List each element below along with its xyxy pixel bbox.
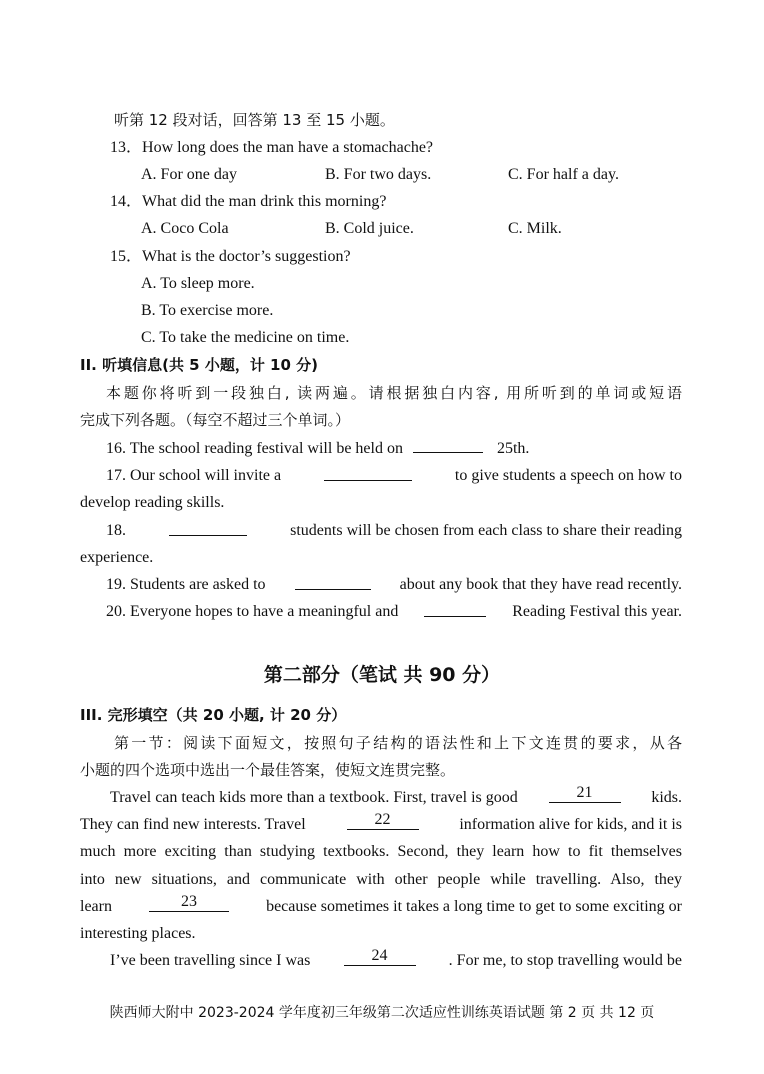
answer-blank[interactable] — [295, 571, 371, 590]
answer-blank[interactable] — [169, 517, 247, 536]
question-text: experience. — [80, 549, 154, 566]
option-a: A. Coco Cola — [141, 220, 229, 237]
section-heading: II. 听填信息(共 5 小题，计 10 分) — [80, 356, 318, 374]
passage-line — [80, 893, 682, 920]
section-intro: 本题你将听到一段独白, 读两遍。请根据独白内容, 用所听到的单词或短语 — [106, 384, 682, 402]
question-number: 15． — [110, 248, 143, 265]
passage-text: much more exciting than studying textbooks. Second, they learn how to fit themselves — [80, 843, 682, 860]
blank-23[interactable]: 23 — [149, 893, 229, 912]
section-intro: 完成下列各题。（每空不超过三个单词。） — [80, 411, 351, 429]
question-13 — [110, 134, 433, 161]
section-instruction: 小题的四个选项中选出一个最佳答案，使短文连贯完整。 — [80, 761, 456, 779]
question-text: 18. — [106, 522, 126, 539]
answer-blank[interactable] — [324, 462, 412, 481]
question-text: How long does the man have a stomachache? — [142, 139, 434, 156]
question-text: 16. The school reading festival will be held on — [106, 440, 403, 457]
question-text: What did the man drink this morning? — [142, 193, 387, 210]
option-c: C. To take the medicine on time. — [141, 329, 350, 346]
question-19 — [106, 571, 682, 598]
instruction-text: 听第 12 段对话，回答第 13 至 15 小题。 — [114, 111, 395, 129]
question-text: about any book that they have read recently. — [399, 576, 682, 593]
part-title: 第二部分（笔试 共 90 分） — [263, 664, 501, 686]
passage-text: information alive for kids, and it is — [459, 816, 682, 833]
passage-text: Travel can teach kids more than a textbook. First, travel is good — [110, 789, 518, 806]
passage-text: kids. — [651, 789, 682, 806]
passage-text: into new situations, and communicate with other people while travelling. Also, they — [80, 871, 682, 888]
passage-text: interesting places. — [80, 925, 196, 942]
question-text: Reading Festival this year. — [512, 603, 682, 620]
question-text: 20. Everyone hopes to have a meaningful and — [106, 603, 399, 620]
option-c: C. Milk. — [508, 220, 562, 237]
option-b: B. For two days. — [325, 166, 432, 183]
question-text: students will be chosen from each class to share their reading — [290, 522, 682, 539]
answer-blank[interactable] — [424, 598, 486, 617]
option-b: B. To exercise more. — [141, 302, 274, 319]
blank-21[interactable]: 21 — [549, 784, 621, 803]
question-number: 14． — [110, 193, 143, 210]
question-text: to give students a speech on how to — [454, 467, 682, 484]
question-14 — [110, 188, 386, 215]
option-b: B. Cold juice. — [325, 220, 414, 237]
option-a: A. To sleep more. — [141, 275, 255, 292]
passage-text: because sometimes it takes a long time to get to some exciting or — [266, 898, 682, 915]
question-text: 19. Students are asked to — [106, 576, 266, 593]
question-18 — [106, 517, 682, 544]
option-a: A. For one day — [141, 166, 237, 183]
question-20 — [106, 598, 682, 625]
page-footer: 陕西师大附中 2023-2024 学年度初三年级第二次适应性训练英语试题 第 2 页 共 12 页 — [109, 1005, 655, 1021]
question-15 — [110, 243, 351, 270]
answer-blank[interactable] — [413, 434, 483, 453]
passage-line — [80, 811, 682, 838]
question-text: 25th. — [496, 440, 530, 457]
question-text: What is the doctor’s suggestion? — [142, 248, 351, 265]
option-c: C. For half a day. — [508, 166, 619, 183]
question-number: 13． — [110, 139, 143, 156]
passage-text: I’ve been travelling since I was — [110, 952, 311, 969]
question-text: develop reading skills. — [80, 494, 225, 511]
passage-line — [110, 947, 682, 974]
section-heading: III. 完形填空（共 20 小题, 计 20 分） — [80, 706, 347, 724]
question-text: 17. Our school will invite a — [106, 467, 282, 484]
passage-line — [110, 784, 682, 811]
passage-text: They can find new interests. Travel — [80, 816, 306, 833]
passage-text: learn — [80, 898, 112, 915]
passage-text: . For me, to stop travelling would be — [448, 952, 682, 969]
section-instruction: 第一节：阅读下面短文，按照句子结构的语法性和上下文连贯的要求，从各 — [114, 734, 682, 752]
question-16 — [106, 434, 529, 462]
question-17 — [106, 462, 682, 489]
blank-22[interactable]: 22 — [347, 811, 419, 830]
blank-24[interactable]: 24 — [344, 947, 416, 966]
